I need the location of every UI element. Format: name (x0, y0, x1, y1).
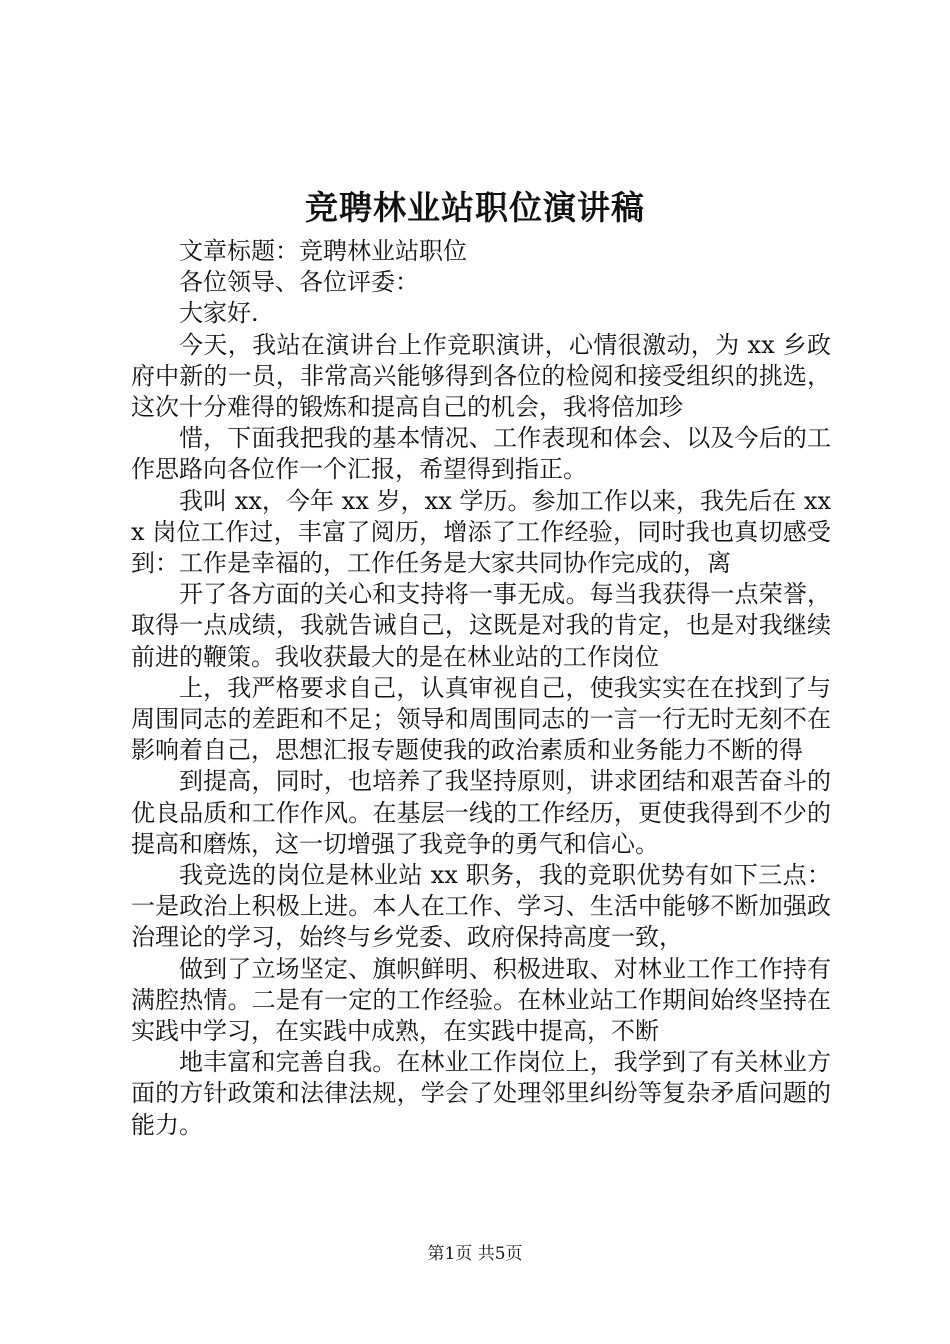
paragraph-body: 惜，下面我把我的基本情况、工作表现和体会、以及今后的工作思路向各位作一个汇报，希望得到指正。 (131, 424, 831, 484)
paragraph-body: 地丰富和完善自我。在林业工作岗位上，我学到了有关林业方面的方针政策和法律法规，学会了处理邻里纠纷等复杂矛盾问题的能力。 (131, 1048, 831, 1139)
page-number-footer: 第1页 共5页 (427, 1244, 523, 1264)
document-body (131, 236, 831, 1141)
paragraph-body: 今天，我站在演讲台上作竞职演讲，心情很激动，为 xx 乡政府中新的一员，非常高兴能够得到各位的检阅和接受组织的挑选，这次十分难得的锻炼和提高自己的机会，我将倍加珍 (131, 330, 831, 422)
paragraph-body: 到提高，同时，也培养了我坚持原则，讲求团结和艰苦奋斗的优良品质和工作作风。在基层一线的工作经历，更使我得到不少的提高和磨炼，这一切增强了我竞争的勇气和信心。 (131, 767, 831, 858)
paragraph-body: 我叫 xx，今年 xx 岁，xx 学历。参加工作以来，我先后在 xxx 岗位工作过，丰富了阅历，增添了工作经验，同时我也真切感受到：工作是幸福的，工作任务是大家共同协作完成的，离 (131, 486, 831, 578)
paragraph-body: 开了各方面的关心和支持将一事无成。每当我获得一点荣誉，取得一点成绩，我就告诫自己，这既是对我的肯定，也是对我继续前进的鞭策。我收获最大的是在林业站的工作岗位 (131, 580, 831, 671)
paragraph-article-title: 文章标题：竞聘林业站职位 (179, 237, 467, 265)
paragraph-body: 做到了立场坚定、旗帜鲜明、积极进取、对林业工作工作持有满腔热情。二是有一定的工作经验。在林业站工作期间始终坚持在实践中学习，在实践中成熟，在实践中提高，不断 (131, 954, 831, 1046)
paragraph-body: 上，我严格要求自己，认真审视自己，使我实实在在找到了与周围同志的差距和不足；领导和周围同志的一言一行无时无刻不在影响着自己，思想汇报专题使我的政治素质和业务能力不断的得 (131, 673, 831, 765)
paragraph-greeting: 大家好. (179, 299, 259, 328)
paragraph-salutation: 各位领导、各位评委： (179, 268, 419, 297)
paragraph-body: 我竞选的岗位是林业站 xx 职务，我的竞职优势有如下三点：一是政治上积极上进。本人在工作、学习、生活中能够不断加强政治理论的学习，始终与乡党委、政府保持高度一致， (131, 861, 831, 952)
document-title: 竞聘林业站职位演讲稿 (305, 188, 645, 227)
